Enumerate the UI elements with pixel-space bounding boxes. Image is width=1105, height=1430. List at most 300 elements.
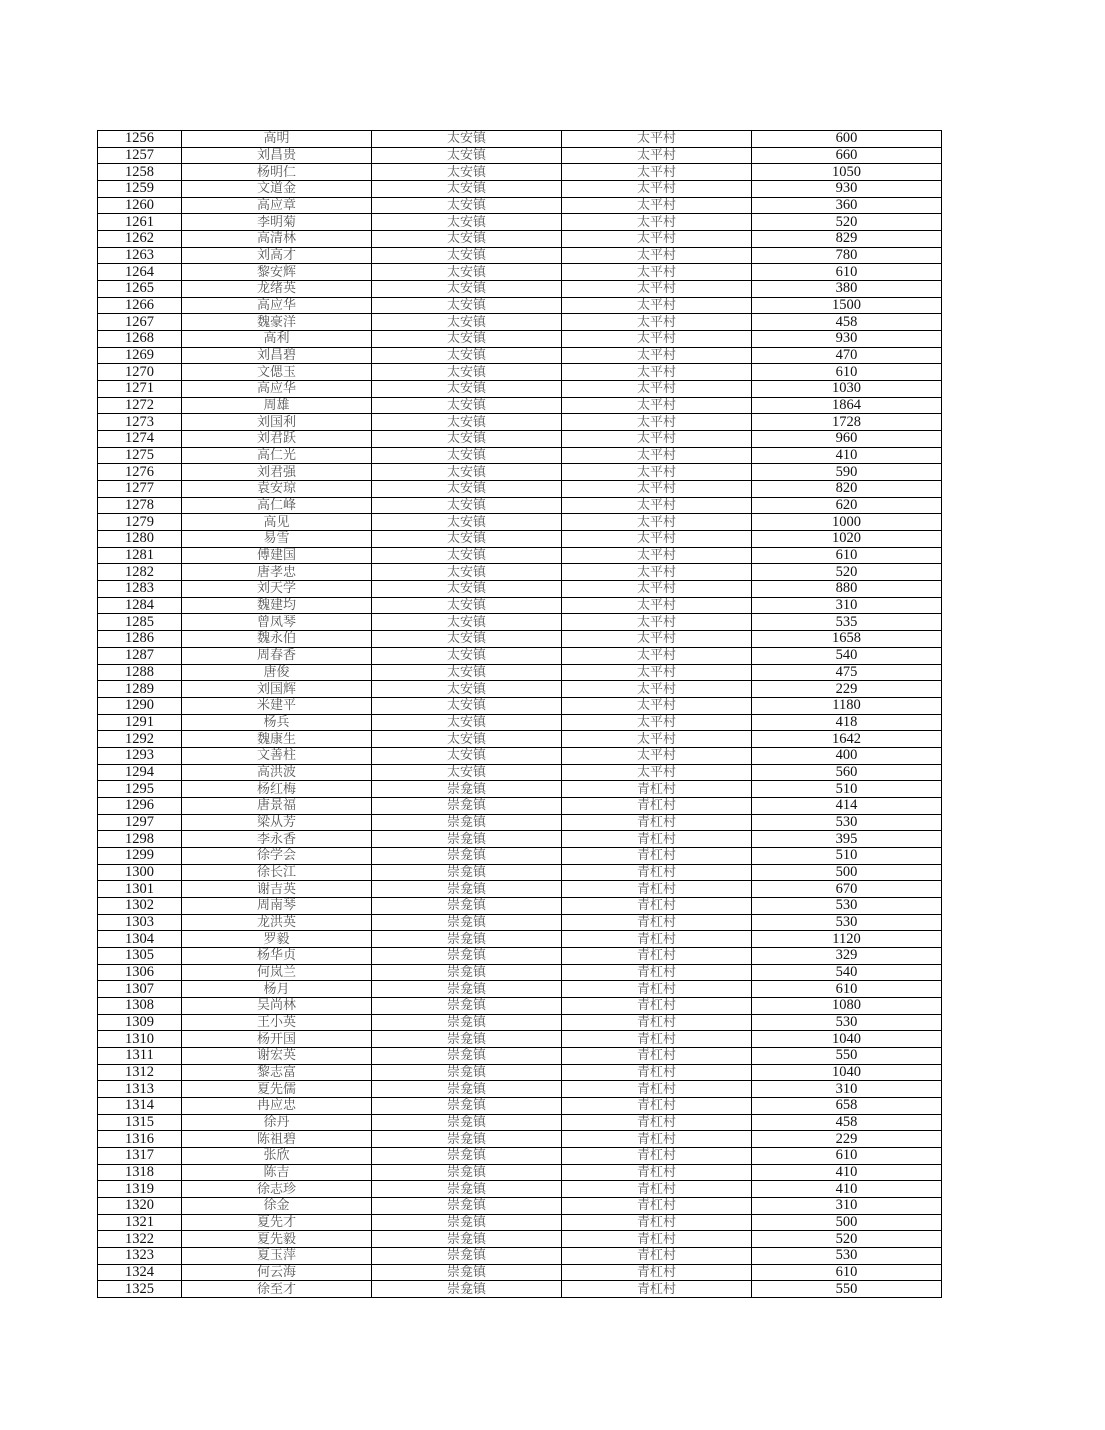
table-row — [98, 1114, 942, 1131]
person-name-cell: 刘昌贵 — [182, 147, 372, 164]
amount-cell: 1030 — [752, 381, 942, 398]
table-row — [98, 697, 942, 714]
town-cell: 崇龛镇 — [372, 1164, 562, 1181]
village-cell: 太平村 — [562, 331, 752, 348]
village-cell: 青杠村 — [562, 1114, 752, 1131]
town-cell: 崇龛镇 — [372, 1131, 562, 1148]
amount-cell: 1040 — [752, 1031, 942, 1048]
record-number-cell: 1303 — [98, 914, 182, 931]
person-name-cell: 黎志富 — [182, 1064, 372, 1081]
person-name-cell: 夏先毅 — [182, 1231, 372, 1248]
table-row — [98, 1031, 942, 1048]
table-row — [98, 864, 942, 881]
record-number-cell: 1290 — [98, 697, 182, 714]
person-name-cell: 魏永伯 — [182, 631, 372, 648]
table-row — [98, 297, 942, 314]
village-cell: 青杠村 — [562, 1231, 752, 1248]
record-number-cell: 1305 — [98, 947, 182, 964]
village-cell: 青杠村 — [562, 1047, 752, 1064]
table-row — [98, 897, 942, 914]
table-row — [98, 747, 942, 764]
village-cell: 青杠村 — [562, 814, 752, 831]
village-cell: 青杠村 — [562, 1147, 752, 1164]
village-cell: 青杠村 — [562, 931, 752, 948]
person-name-cell: 杨开国 — [182, 1031, 372, 1048]
village-cell: 青杠村 — [562, 847, 752, 864]
record-number-cell: 1273 — [98, 414, 182, 431]
table-row — [98, 714, 942, 731]
town-cell: 太安镇 — [372, 631, 562, 648]
village-cell: 太平村 — [562, 131, 752, 148]
person-name-cell: 夏先儒 — [182, 1081, 372, 1098]
person-name-cell: 刘昌碧 — [182, 347, 372, 364]
record-number-cell: 1256 — [98, 131, 182, 148]
amount-cell: 610 — [752, 1147, 942, 1164]
village-cell: 青杠村 — [562, 1014, 752, 1031]
village-cell: 青杠村 — [562, 1081, 752, 1098]
village-cell: 太平村 — [562, 381, 752, 398]
amount-cell: 530 — [752, 897, 942, 914]
town-cell: 太安镇 — [372, 681, 562, 698]
table-row — [98, 614, 942, 631]
record-number-cell: 1268 — [98, 331, 182, 348]
table-row — [98, 447, 942, 464]
village-cell: 青杠村 — [562, 964, 752, 981]
table-row — [98, 1198, 942, 1215]
record-number-cell: 1267 — [98, 314, 182, 331]
amount-cell: 610 — [752, 264, 942, 281]
table-row — [98, 197, 942, 214]
town-cell: 太安镇 — [372, 664, 562, 681]
person-name-cell: 刘高才 — [182, 247, 372, 264]
record-number-cell: 1262 — [98, 231, 182, 248]
village-cell: 青杠村 — [562, 981, 752, 998]
town-cell: 崇龛镇 — [372, 1064, 562, 1081]
person-name-cell: 陈祖碧 — [182, 1131, 372, 1148]
record-number-cell: 1276 — [98, 464, 182, 481]
table-row — [98, 1131, 942, 1148]
record-number-cell: 1286 — [98, 631, 182, 648]
amount-cell: 520 — [752, 1231, 942, 1248]
amount-cell: 1728 — [752, 414, 942, 431]
town-cell: 崇龛镇 — [372, 881, 562, 898]
village-cell: 太平村 — [562, 181, 752, 198]
amount-cell: 520 — [752, 214, 942, 231]
record-number-cell: 1306 — [98, 964, 182, 981]
person-name-cell: 夏先才 — [182, 1214, 372, 1231]
table-row — [98, 464, 942, 481]
amount-cell: 510 — [752, 847, 942, 864]
record-number-cell: 1299 — [98, 847, 182, 864]
table-row — [98, 764, 942, 781]
village-cell: 太平村 — [562, 397, 752, 414]
amount-cell: 500 — [752, 1214, 942, 1231]
town-cell: 崇龛镇 — [372, 997, 562, 1014]
table-row — [98, 531, 942, 548]
person-name-cell: 谢宏英 — [182, 1047, 372, 1064]
record-number-cell: 1317 — [98, 1147, 182, 1164]
person-name-cell: 文偲玉 — [182, 364, 372, 381]
record-number-cell: 1291 — [98, 714, 182, 731]
town-cell: 太安镇 — [372, 531, 562, 548]
table-row — [98, 481, 942, 498]
town-cell: 崇龛镇 — [372, 931, 562, 948]
amount-cell: 458 — [752, 314, 942, 331]
amount-cell: 880 — [752, 581, 942, 598]
town-cell: 太安镇 — [372, 697, 562, 714]
village-cell: 青杠村 — [562, 1281, 752, 1298]
amount-cell: 590 — [752, 464, 942, 481]
person-name-cell: 王小英 — [182, 1014, 372, 1031]
person-name-cell: 黎安辉 — [182, 264, 372, 281]
village-cell: 青杠村 — [562, 914, 752, 931]
table-row — [98, 1264, 942, 1281]
table-row — [98, 397, 942, 414]
table-row — [98, 914, 942, 931]
table-row — [98, 1281, 942, 1298]
village-cell: 太平村 — [562, 414, 752, 431]
table-row — [98, 314, 942, 331]
record-number-cell: 1301 — [98, 881, 182, 898]
village-cell: 青杠村 — [562, 997, 752, 1014]
amount-cell: 329 — [752, 947, 942, 964]
table-row — [98, 264, 942, 281]
amount-cell: 610 — [752, 981, 942, 998]
village-cell: 太平村 — [562, 347, 752, 364]
town-cell: 崇龛镇 — [372, 831, 562, 848]
town-cell: 太安镇 — [372, 281, 562, 298]
record-number-cell: 1304 — [98, 931, 182, 948]
amount-cell: 520 — [752, 564, 942, 581]
town-cell: 崇龛镇 — [372, 1147, 562, 1164]
person-name-cell: 高仁峰 — [182, 497, 372, 514]
table-row — [98, 147, 942, 164]
table-row — [98, 1231, 942, 1248]
table-row — [98, 164, 942, 181]
town-cell: 崇龛镇 — [372, 1281, 562, 1298]
town-cell: 太安镇 — [372, 364, 562, 381]
person-name-cell: 周雄 — [182, 397, 372, 414]
village-cell: 太平村 — [562, 631, 752, 648]
person-name-cell: 冉应忠 — [182, 1097, 372, 1114]
amount-cell: 660 — [752, 147, 942, 164]
person-name-cell: 龙绪英 — [182, 281, 372, 298]
record-number-cell: 1316 — [98, 1131, 182, 1148]
amount-cell: 610 — [752, 364, 942, 381]
town-cell: 太安镇 — [372, 347, 562, 364]
record-number-cell: 1318 — [98, 1164, 182, 1181]
town-cell: 崇龛镇 — [372, 1097, 562, 1114]
town-cell: 崇龛镇 — [372, 864, 562, 881]
record-number-cell: 1279 — [98, 514, 182, 531]
amount-cell: 458 — [752, 1114, 942, 1131]
town-cell: 崇龛镇 — [372, 1231, 562, 1248]
person-name-cell: 傅建国 — [182, 547, 372, 564]
village-cell: 太平村 — [562, 464, 752, 481]
village-cell: 太平村 — [562, 731, 752, 748]
village-cell: 太平村 — [562, 264, 752, 281]
table-row — [98, 831, 942, 848]
town-cell: 太安镇 — [372, 597, 562, 614]
village-cell: 太平村 — [562, 714, 752, 731]
record-number-cell: 1257 — [98, 147, 182, 164]
town-cell: 太安镇 — [372, 647, 562, 664]
amount-cell: 960 — [752, 431, 942, 448]
table-row — [98, 947, 942, 964]
village-cell: 太平村 — [562, 647, 752, 664]
table-row — [98, 181, 942, 198]
amount-cell: 530 — [752, 1014, 942, 1031]
person-name-cell: 文善柱 — [182, 747, 372, 764]
record-number-cell: 1281 — [98, 547, 182, 564]
person-name-cell: 高仁光 — [182, 447, 372, 464]
amount-cell: 530 — [752, 914, 942, 931]
record-number-cell: 1278 — [98, 497, 182, 514]
record-number-cell: 1319 — [98, 1181, 182, 1198]
record-number-cell: 1282 — [98, 564, 182, 581]
person-name-cell: 杨红梅 — [182, 781, 372, 798]
table-row — [98, 414, 942, 431]
table-row — [98, 1064, 942, 1081]
amount-cell: 360 — [752, 197, 942, 214]
record-number-cell: 1314 — [98, 1097, 182, 1114]
town-cell: 太安镇 — [372, 581, 562, 598]
amount-cell: 380 — [752, 281, 942, 298]
amount-cell: 550 — [752, 1047, 942, 1064]
town-cell: 太安镇 — [372, 764, 562, 781]
person-name-cell: 周南琴 — [182, 897, 372, 914]
record-number-cell: 1270 — [98, 364, 182, 381]
village-cell: 青杠村 — [562, 1181, 752, 1198]
table-row — [98, 1081, 942, 1098]
town-cell: 崇龛镇 — [372, 947, 562, 964]
amount-cell: 475 — [752, 664, 942, 681]
person-name-cell: 徐丹 — [182, 1114, 372, 1131]
town-cell: 太安镇 — [372, 197, 562, 214]
town-cell: 太安镇 — [372, 481, 562, 498]
table-row — [98, 331, 942, 348]
town-cell: 太安镇 — [372, 331, 562, 348]
table-row — [98, 997, 942, 1014]
record-number-cell: 1284 — [98, 597, 182, 614]
village-cell: 青杠村 — [562, 1064, 752, 1081]
records-table-body — [98, 131, 942, 1298]
table-row — [98, 581, 942, 598]
town-cell: 崇龛镇 — [372, 1264, 562, 1281]
person-name-cell: 刘君强 — [182, 464, 372, 481]
amount-cell: 535 — [752, 614, 942, 631]
amount-cell: 930 — [752, 331, 942, 348]
person-name-cell: 陈吉 — [182, 1164, 372, 1181]
amount-cell: 930 — [752, 181, 942, 198]
person-name-cell: 吴尚林 — [182, 997, 372, 1014]
town-cell: 太安镇 — [372, 397, 562, 414]
village-cell: 太平村 — [562, 614, 752, 631]
town-cell: 太安镇 — [372, 414, 562, 431]
town-cell: 崇龛镇 — [372, 964, 562, 981]
table-row — [98, 564, 942, 581]
person-name-cell: 高明 — [182, 131, 372, 148]
amount-cell: 1120 — [752, 931, 942, 948]
record-number-cell: 1261 — [98, 214, 182, 231]
town-cell: 太安镇 — [372, 231, 562, 248]
village-cell: 青杠村 — [562, 797, 752, 814]
person-name-cell: 唐俊 — [182, 664, 372, 681]
town-cell: 太安镇 — [372, 747, 562, 764]
table-row — [98, 1047, 942, 1064]
village-cell: 太平村 — [562, 664, 752, 681]
record-number-cell: 1310 — [98, 1031, 182, 1048]
village-cell: 青杠村 — [562, 1097, 752, 1114]
village-cell: 青杠村 — [562, 881, 752, 898]
record-number-cell: 1280 — [98, 531, 182, 548]
table-row — [98, 514, 942, 531]
table-row — [98, 214, 942, 231]
person-name-cell: 刘国利 — [182, 414, 372, 431]
village-cell: 太平村 — [562, 281, 752, 298]
person-name-cell: 徐志珍 — [182, 1181, 372, 1198]
person-name-cell: 易雪 — [182, 531, 372, 548]
amount-cell: 470 — [752, 347, 942, 364]
amount-cell: 550 — [752, 1281, 942, 1298]
table-row — [98, 1248, 942, 1265]
amount-cell: 510 — [752, 781, 942, 798]
amount-cell: 1180 — [752, 697, 942, 714]
record-number-cell: 1322 — [98, 1231, 182, 1248]
table-row — [98, 664, 942, 681]
amount-cell: 310 — [752, 1081, 942, 1098]
town-cell: 太安镇 — [372, 431, 562, 448]
village-cell: 太平村 — [562, 164, 752, 181]
person-name-cell: 罗毅 — [182, 931, 372, 948]
village-cell: 青杠村 — [562, 1264, 752, 1281]
record-number-cell: 1309 — [98, 1014, 182, 1031]
table-row — [98, 231, 942, 248]
amount-cell: 829 — [752, 231, 942, 248]
amount-cell: 820 — [752, 481, 942, 498]
person-name-cell: 高见 — [182, 514, 372, 531]
table-row — [98, 881, 942, 898]
town-cell: 太安镇 — [372, 731, 562, 748]
town-cell: 太安镇 — [372, 164, 562, 181]
town-cell: 太安镇 — [372, 714, 562, 731]
town-cell: 崇龛镇 — [372, 1047, 562, 1064]
person-name-cell: 高应华 — [182, 297, 372, 314]
person-name-cell: 张欣 — [182, 1147, 372, 1164]
table-row — [98, 281, 942, 298]
village-cell: 青杠村 — [562, 1248, 752, 1265]
amount-cell: 1040 — [752, 1064, 942, 1081]
amount-cell: 1050 — [752, 164, 942, 181]
person-name-cell: 高应华 — [182, 381, 372, 398]
village-cell: 太平村 — [562, 147, 752, 164]
record-number-cell: 1320 — [98, 1198, 182, 1215]
record-number-cell: 1264 — [98, 264, 182, 281]
town-cell: 崇龛镇 — [372, 797, 562, 814]
record-number-cell: 1277 — [98, 481, 182, 498]
person-name-cell: 刘天学 — [182, 581, 372, 598]
town-cell: 太安镇 — [372, 514, 562, 531]
record-number-cell: 1289 — [98, 681, 182, 698]
record-number-cell: 1275 — [98, 447, 182, 464]
record-number-cell: 1266 — [98, 297, 182, 314]
table-row — [98, 814, 942, 831]
record-number-cell: 1312 — [98, 1064, 182, 1081]
person-name-cell: 刘君跃 — [182, 431, 372, 448]
amount-cell: 1080 — [752, 997, 942, 1014]
village-cell: 太平村 — [562, 364, 752, 381]
person-name-cell: 唐景福 — [182, 797, 372, 814]
amount-cell: 620 — [752, 497, 942, 514]
table-row — [98, 431, 942, 448]
table-row — [98, 347, 942, 364]
village-cell: 太平村 — [562, 764, 752, 781]
table-row — [98, 497, 942, 514]
table-row — [98, 597, 942, 614]
amount-cell: 1020 — [752, 531, 942, 548]
amount-cell: 530 — [752, 814, 942, 831]
village-cell: 太平村 — [562, 597, 752, 614]
amount-cell: 410 — [752, 1164, 942, 1181]
town-cell: 太安镇 — [372, 614, 562, 631]
village-cell: 太平村 — [562, 547, 752, 564]
amount-cell: 610 — [752, 547, 942, 564]
amount-cell: 540 — [752, 964, 942, 981]
table-row — [98, 631, 942, 648]
record-number-cell: 1292 — [98, 731, 182, 748]
person-name-cell: 魏康生 — [182, 731, 372, 748]
person-name-cell: 文道金 — [182, 181, 372, 198]
amount-cell: 658 — [752, 1097, 942, 1114]
table-row — [98, 964, 942, 981]
town-cell: 太安镇 — [372, 447, 562, 464]
village-cell: 太平村 — [562, 247, 752, 264]
record-number-cell: 1272 — [98, 397, 182, 414]
person-name-cell: 高清林 — [182, 231, 372, 248]
village-cell: 青杠村 — [562, 781, 752, 798]
person-name-cell: 杨明仁 — [182, 164, 372, 181]
person-name-cell: 何云海 — [182, 1264, 372, 1281]
person-name-cell: 龙洪英 — [182, 914, 372, 931]
record-number-cell: 1263 — [98, 247, 182, 264]
record-number-cell: 1294 — [98, 764, 182, 781]
village-cell: 太平村 — [562, 197, 752, 214]
table-row — [98, 847, 942, 864]
record-number-cell: 1302 — [98, 897, 182, 914]
village-cell: 太平村 — [562, 514, 752, 531]
village-cell: 青杠村 — [562, 1131, 752, 1148]
person-name-cell: 高洪波 — [182, 764, 372, 781]
person-name-cell: 何岚兰 — [182, 964, 372, 981]
town-cell: 太安镇 — [372, 264, 562, 281]
table-row — [98, 1097, 942, 1114]
village-cell: 青杠村 — [562, 947, 752, 964]
town-cell: 太安镇 — [372, 247, 562, 264]
person-name-cell: 杨兵 — [182, 714, 372, 731]
amount-cell: 310 — [752, 597, 942, 614]
amount-cell: 229 — [752, 1131, 942, 1148]
town-cell: 太安镇 — [372, 297, 562, 314]
amount-cell: 414 — [752, 797, 942, 814]
table-row — [98, 364, 942, 381]
town-cell: 太安镇 — [372, 214, 562, 231]
person-name-cell: 谢吉英 — [182, 881, 372, 898]
town-cell: 崇龛镇 — [372, 897, 562, 914]
town-cell: 太安镇 — [372, 497, 562, 514]
town-cell: 崇龛镇 — [372, 1031, 562, 1048]
amount-cell: 229 — [752, 681, 942, 698]
person-name-cell: 高利 — [182, 331, 372, 348]
